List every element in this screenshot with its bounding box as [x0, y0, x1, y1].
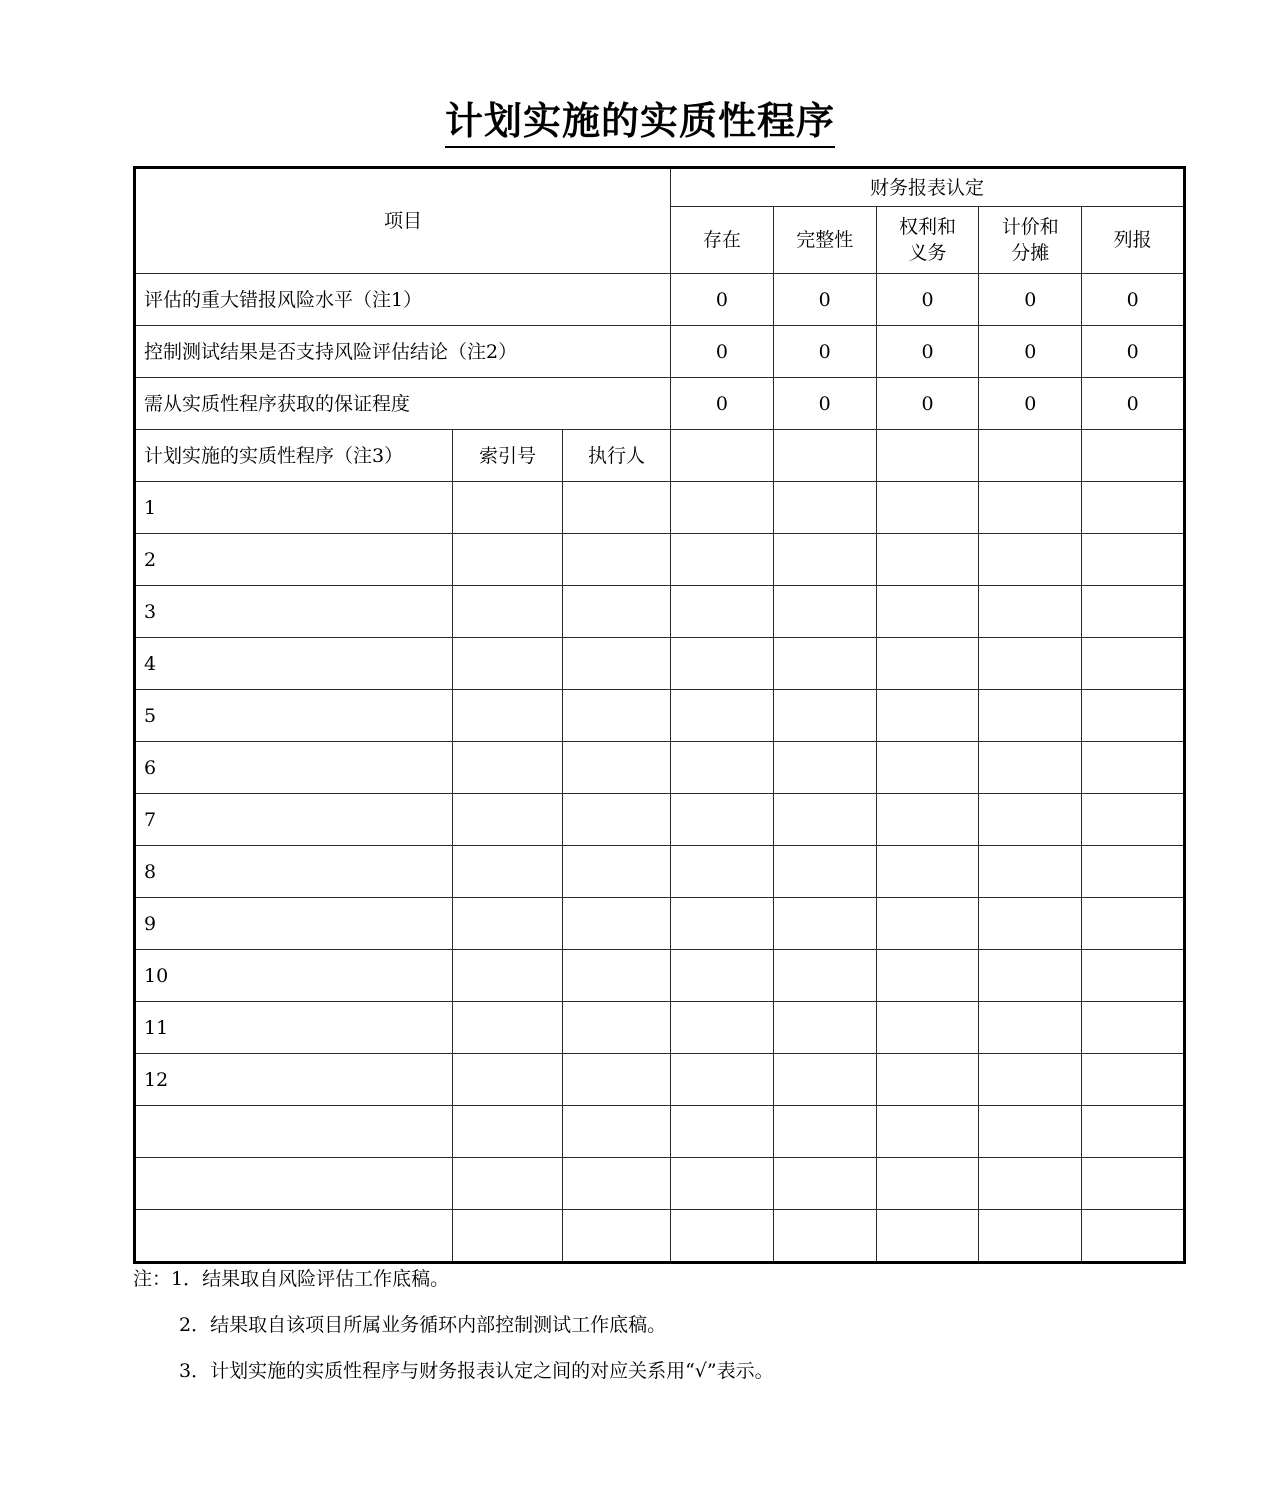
column-header-presentation: 列报 [1082, 207, 1185, 274]
column-header-item: 项目 [135, 168, 671, 274]
cell-assertion-mark[interactable] [671, 846, 774, 898]
cell-assertion-mark[interactable] [773, 1106, 876, 1158]
cell-assertion-mark[interactable] [876, 482, 979, 534]
cell-assertion-mark[interactable] [1082, 1002, 1185, 1054]
cell-value[interactable]: 0 [979, 326, 1082, 378]
cell-assertion-mark[interactable] [671, 898, 774, 950]
cell-value[interactable]: 0 [671, 274, 774, 326]
procedure-index[interactable] [453, 534, 563, 586]
procedure-executor[interactable] [563, 1002, 671, 1054]
cell-assertion-mark[interactable] [1082, 794, 1185, 846]
cell-assertion-mark[interactable] [671, 482, 774, 534]
cell-assertion-mark[interactable] [1082, 1106, 1185, 1158]
page-title-container [0, 98, 1280, 148]
note-line-1: 注：1．结果取自风险评估工作底稿。 [133, 1268, 450, 1290]
cell-value[interactable]: 0 [979, 274, 1082, 326]
column-header-valuation-and-allocation [979, 207, 1082, 274]
cell-value[interactable]: 0 [1082, 378, 1185, 430]
procedure-index[interactable] [453, 898, 563, 950]
procedure-number[interactable]: 8 [135, 846, 453, 898]
table-row [135, 1106, 1185, 1158]
column-header-existence: 存在 [671, 207, 774, 274]
procedure-index[interactable] [453, 1054, 563, 1106]
cell-assertion-mark[interactable] [671, 794, 774, 846]
procedure-executor[interactable] [563, 846, 671, 898]
cell-assertion-mark[interactable] [876, 1002, 979, 1054]
cell-empty[interactable] [773, 430, 876, 482]
cell-assertion-mark[interactable] [773, 1158, 876, 1210]
procedure-index[interactable] [453, 482, 563, 534]
procedure-executor[interactable] [563, 950, 671, 1002]
cell-assertion-mark[interactable] [671, 1054, 774, 1106]
table-row [135, 586, 1185, 638]
cell-assertion-mark[interactable] [671, 950, 774, 1002]
substantive-procedures-table-container [133, 166, 1183, 1264]
cell-assertion-mark[interactable] [979, 586, 1082, 638]
procedure-executor[interactable] [563, 586, 671, 638]
cell-assertion-mark[interactable] [876, 950, 979, 1002]
cell-assertion-mark[interactable] [979, 846, 1082, 898]
table-row-control-test-results [135, 326, 1185, 378]
procedure-executor[interactable] [563, 794, 671, 846]
cell-assertion-mark[interactable] [671, 1002, 774, 1054]
procedure-index[interactable] [453, 690, 563, 742]
page-title: 计划实施的实质性程序 [445, 98, 835, 148]
cell-value[interactable]: 0 [876, 274, 979, 326]
table-row [135, 1002, 1185, 1054]
cell-assertion-mark[interactable] [1082, 950, 1185, 1002]
cell-assertion-mark[interactable] [773, 690, 876, 742]
cell-empty[interactable] [671, 430, 774, 482]
row-label-control-test-results: 控制测试结果是否支持风险评估结论（注2） [135, 326, 671, 378]
cell-assertion-mark[interactable] [1082, 898, 1185, 950]
cell-assertion-mark[interactable] [773, 534, 876, 586]
cell-assertion-mark[interactable] [773, 846, 876, 898]
cell-assertion-mark[interactable] [773, 638, 876, 690]
cell-value[interactable]: 0 [773, 378, 876, 430]
procedure-index[interactable] [453, 1106, 563, 1158]
cell-assertion-mark[interactable] [979, 794, 1082, 846]
procedure-executor[interactable] [563, 1054, 671, 1106]
procedure-executor[interactable] [563, 482, 671, 534]
cell-assertion-mark[interactable] [1082, 638, 1185, 690]
cell-assertion-mark[interactable] [773, 1210, 876, 1263]
cell-value[interactable]: 0 [1082, 274, 1185, 326]
procedure-index[interactable] [453, 742, 563, 794]
cell-assertion-mark[interactable] [876, 690, 979, 742]
cell-assertion-mark[interactable] [1082, 534, 1185, 586]
cell-assertion-mark[interactable] [1082, 846, 1185, 898]
table-subheader-row-procedures [135, 430, 1185, 482]
cell-assertion-mark[interactable] [876, 1106, 979, 1158]
cell-assertion-mark[interactable] [979, 690, 1082, 742]
cell-assertion-mark[interactable] [876, 586, 979, 638]
column-header-rights-and-obligations [876, 207, 979, 274]
cell-value[interactable]: 0 [773, 274, 876, 326]
valuation-line-2: 分摊 [1011, 242, 1050, 264]
table-row [135, 794, 1185, 846]
procedure-number[interactable]: 5 [135, 690, 453, 742]
cell-assertion-mark[interactable] [671, 1210, 774, 1263]
cell-assertion-mark[interactable] [671, 586, 774, 638]
column-header-completeness: 完整性 [773, 207, 876, 274]
rights-line-1: 权利和 [898, 216, 956, 238]
cell-value[interactable]: 0 [671, 326, 774, 378]
cell-assertion-mark[interactable] [979, 1002, 1082, 1054]
column-header-executor: 执行人 [563, 430, 671, 482]
cell-assertion-mark[interactable] [671, 1158, 774, 1210]
cell-assertion-mark[interactable] [1082, 1158, 1185, 1210]
rights-line-2: 义务 [908, 242, 947, 264]
procedure-index[interactable] [453, 950, 563, 1002]
cell-assertion-mark[interactable] [1082, 742, 1185, 794]
cell-assertion-mark[interactable] [1082, 482, 1185, 534]
table-row-required-assurance-level [135, 378, 1185, 430]
table-body [135, 168, 1185, 1263]
cell-assertion-mark[interactable] [979, 1158, 1082, 1210]
cell-value[interactable]: 0 [876, 326, 979, 378]
procedure-index[interactable] [453, 1158, 563, 1210]
cell-assertion-mark[interactable] [876, 534, 979, 586]
cell-assertion-mark[interactable] [979, 1210, 1082, 1263]
row-label-assessed-risk-level: 评估的重大错报风险水平（注1） [135, 274, 671, 326]
cell-assertion-mark[interactable] [773, 482, 876, 534]
cell-value[interactable]: 0 [876, 378, 979, 430]
table-row [135, 1158, 1185, 1210]
cell-assertion-mark[interactable] [671, 690, 774, 742]
cell-assertion-mark[interactable] [979, 898, 1082, 950]
procedure-number[interactable]: 10 [135, 950, 453, 1002]
procedure-executor[interactable] [563, 1210, 671, 1263]
cell-assertion-mark[interactable] [979, 950, 1082, 1002]
procedure-number[interactable]: 1 [135, 482, 453, 534]
cell-value[interactable]: 0 [1082, 326, 1185, 378]
cell-assertion-mark[interactable] [876, 1054, 979, 1106]
procedure-executor[interactable] [563, 1158, 671, 1210]
cell-assertion-mark[interactable] [979, 1054, 1082, 1106]
cell-empty[interactable] [876, 430, 979, 482]
row-label-required-assurance-level: 需从实质性程序获取的保证程度 [135, 378, 671, 430]
procedure-number[interactable]: 11 [135, 1002, 453, 1054]
table-row-assessed-risk-level [135, 274, 1185, 326]
cell-assertion-mark[interactable] [876, 638, 979, 690]
procedure-number[interactable]: 3 [135, 586, 453, 638]
procedure-number[interactable] [135, 1106, 453, 1158]
procedure-number[interactable]: 7 [135, 794, 453, 846]
column-header-planned-procedures: 计划实施的实质性程序（注3） [135, 430, 453, 482]
procedure-executor[interactable] [563, 898, 671, 950]
cell-assertion-mark[interactable] [773, 586, 876, 638]
procedure-executor[interactable] [563, 742, 671, 794]
cell-assertion-mark[interactable] [876, 898, 979, 950]
cell-assertion-mark[interactable] [671, 742, 774, 794]
cell-assertion-mark[interactable] [671, 534, 774, 586]
cell-value[interactable]: 0 [773, 326, 876, 378]
procedure-number[interactable] [135, 1158, 453, 1210]
procedure-number[interactable]: 2 [135, 534, 453, 586]
procedure-number[interactable]: 9 [135, 898, 453, 950]
procedure-index[interactable] [453, 1002, 563, 1054]
cell-assertion-mark[interactable] [979, 482, 1082, 534]
procedure-number[interactable]: 12 [135, 1054, 453, 1106]
note-line-3: 3．计划实施的实质性程序与财务报表认定之间的对应关系用“√”表示。 [179, 1360, 774, 1382]
cell-assertion-mark[interactable] [1082, 586, 1185, 638]
cell-assertion-mark[interactable] [773, 742, 876, 794]
cell-assertion-mark[interactable] [979, 742, 1082, 794]
procedure-index[interactable] [453, 1210, 563, 1263]
table-row [135, 742, 1185, 794]
table-row [135, 534, 1185, 586]
table-row [135, 690, 1185, 742]
cell-assertion-mark[interactable] [671, 1106, 774, 1158]
cell-assertion-mark[interactable] [979, 1106, 1082, 1158]
valuation-line-1: 计价和 [1001, 216, 1059, 238]
table-row [135, 638, 1185, 690]
procedure-number[interactable] [135, 1210, 453, 1263]
cell-assertion-mark[interactable] [979, 638, 1082, 690]
cell-assertion-mark[interactable] [1082, 690, 1185, 742]
cell-empty[interactable] [979, 430, 1082, 482]
cell-value[interactable]: 0 [671, 378, 774, 430]
cell-value[interactable]: 0 [979, 378, 1082, 430]
notes-section [133, 1266, 1193, 1384]
cell-assertion-mark[interactable] [773, 794, 876, 846]
note-line-2: 2．结果取自该项目所属业务循环内部控制测试工作底稿。 [179, 1314, 667, 1336]
cell-empty[interactable] [1082, 430, 1185, 482]
cell-assertion-mark[interactable] [876, 846, 979, 898]
column-header-index-number: 索引号 [453, 430, 563, 482]
procedure-executor[interactable] [563, 690, 671, 742]
cell-assertion-mark[interactable] [773, 1054, 876, 1106]
procedure-index[interactable] [453, 794, 563, 846]
cell-assertion-mark[interactable] [876, 1210, 979, 1263]
table-row [135, 1054, 1185, 1106]
table-row [135, 950, 1185, 1002]
procedure-index[interactable] [453, 638, 563, 690]
table-row [135, 898, 1185, 950]
cell-assertion-mark[interactable] [773, 950, 876, 1002]
cell-assertion-mark[interactable] [1082, 1054, 1185, 1106]
procedure-number[interactable]: 6 [135, 742, 453, 794]
cell-assertion-mark[interactable] [773, 898, 876, 950]
cell-assertion-mark[interactable] [979, 534, 1082, 586]
column-header-financial-statement-assertions: 财务报表认定 [671, 168, 1185, 207]
procedure-index[interactable] [453, 846, 563, 898]
cell-assertion-mark[interactable] [876, 1158, 979, 1210]
table-header-row-group [135, 168, 1185, 207]
procedure-executor[interactable] [563, 638, 671, 690]
cell-assertion-mark[interactable] [876, 742, 979, 794]
cell-assertion-mark[interactable] [876, 794, 979, 846]
cell-assertion-mark[interactable] [1082, 1210, 1185, 1263]
cell-assertion-mark[interactable] [671, 638, 774, 690]
procedure-index[interactable] [453, 586, 563, 638]
procedure-executor[interactable] [563, 1106, 671, 1158]
procedure-executor[interactable] [563, 534, 671, 586]
cell-assertion-mark[interactable] [773, 1002, 876, 1054]
table-row [135, 846, 1185, 898]
procedure-number[interactable]: 4 [135, 638, 453, 690]
substantive-procedures-table [133, 166, 1186, 1264]
table-row [135, 1210, 1185, 1263]
table-row [135, 482, 1185, 534]
